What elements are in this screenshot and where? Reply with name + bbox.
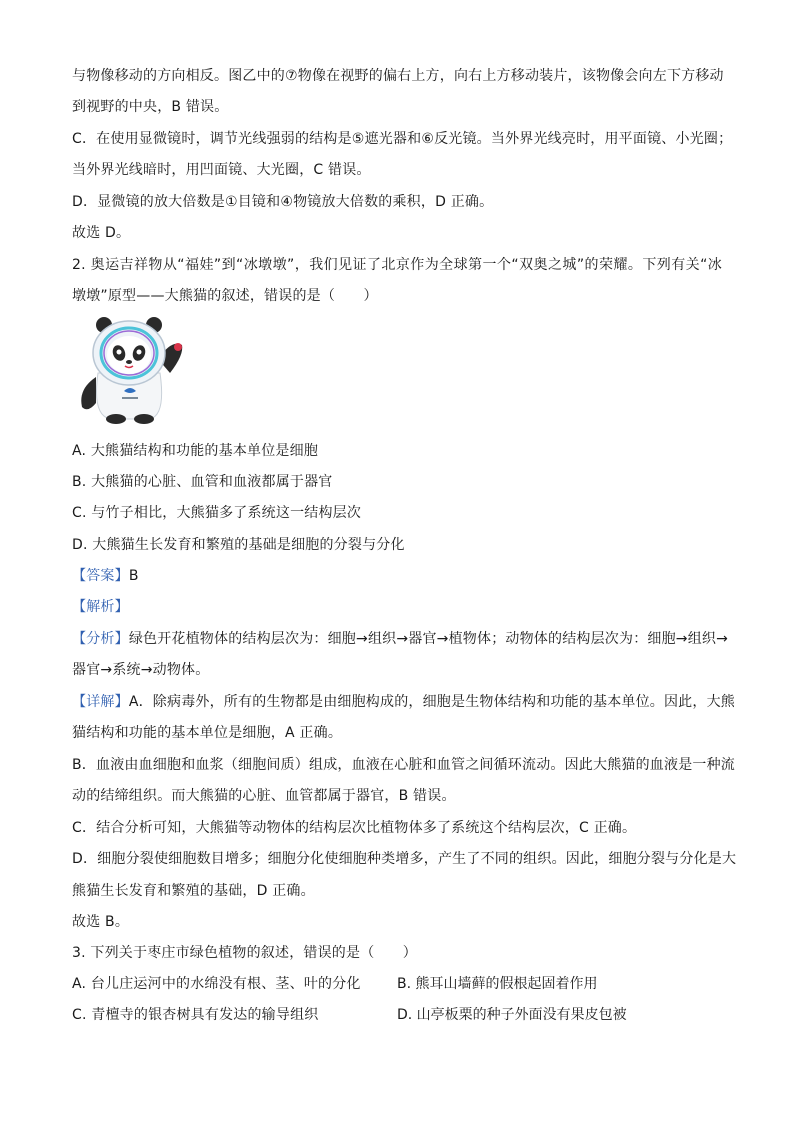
- option-c: C. 与竹子相比，大熊猫多了系统这一结构层次: [72, 505, 362, 521]
- text-line: 故选 B。: [72, 914, 130, 930]
- question-2-stem-cont: 墩墩”原型——大熊猫的叙述，错误的是（ ）: [72, 288, 378, 304]
- text-line: 熊猫生长发育和繁殖的基础，D 正确。: [72, 883, 315, 899]
- text-line: 动的结缔组织。而大熊猫的心脏、血管都属于器官，B 错误。: [72, 788, 456, 804]
- option-d: D. 山亭板栗的种子外面没有果皮包被: [397, 1007, 627, 1023]
- text-line: 故选 D。: [72, 225, 131, 241]
- jiexi-tag: 【解析】: [72, 599, 129, 615]
- question-3-stem: 3. 下列关于枣庄市绿色植物的叙述，错误的是（ ）: [72, 945, 418, 961]
- answer-tag: 【答案】: [72, 568, 129, 584]
- xiangjie-text: A．除病毒外，所有的生物都是由细胞构成的，细胞是生物体结构和功能的基本单位。因此，大熊: [128, 694, 735, 710]
- fenxi-text: 绿色开花植物体的结构层次为：细胞→组织→器官→植物体；动物体的结构层次为：细胞→组织→: [128, 631, 729, 647]
- option-b: B. 熊耳山墙藓的假根起固着作用: [397, 976, 598, 992]
- text-line: C．结合分析可知，大熊猫等动物体的结构层次比植物体多了系统这个结构层次，C 正确。: [72, 820, 637, 836]
- analysis-heading: [72, 597, 129, 617]
- xiangjie-tag: 【详解】: [72, 694, 129, 710]
- option-d: D. 大熊猫生长发育和繁殖的基础是细胞的分裂与分化: [72, 537, 405, 553]
- text-line: 到视野的中央，B 错误。: [72, 99, 229, 115]
- option-c: C. 青檀寺的银杏树具有发达的输导组织: [72, 1007, 319, 1023]
- xiangjie-line: [72, 692, 735, 712]
- text-line: D．显微镜的放大倍数是①目镜和④物镜放大倍数的乘积，D 正确。: [72, 194, 494, 210]
- text-line: D．细胞分裂使细胞数目增多；细胞分化使细胞种类增多，产生了不同的组织。因此，细胞分裂与分化是大: [72, 851, 737, 867]
- text-line: C．在使用显微镜时，调节光线强弱的结构是⑤遮光器和⑥反光镜。当外界光线亮时，用平面镜、小光圈；: [72, 131, 733, 147]
- text-line: 器官→系统→动物体。: [72, 662, 210, 678]
- text-line: 与物像移动的方向相反。图乙中的⑦物像在视野的偏右上方，向右上方移动装片，该物像会向左下方移动: [72, 68, 724, 84]
- fenxi-tag: 【分析】: [72, 631, 129, 647]
- question-2-stem: 2. 奥运吉祥物从“福娃”到“冰墩墩”，我们见证了北京作为全球第一个“双奥之城”的荣耀。下列有关“冰: [72, 257, 722, 273]
- text-line: 当外界光线暗时，用凹面镜、大光圈，C 错误。: [72, 162, 371, 178]
- answer-value: B: [128, 568, 139, 584]
- bing-dwen-dwen-image: [70, 315, 190, 425]
- option-a: A. 大熊猫结构和功能的基本单位是细胞: [72, 443, 319, 459]
- fenxi-line: [72, 629, 729, 649]
- option-a: A. 台儿庄运河中的水绵没有根、茎、叶的分化: [72, 976, 361, 992]
- option-b: B. 大熊猫的心脏、血管和血液都属于器官: [72, 474, 333, 490]
- answer-line: [72, 566, 139, 586]
- text-line: B．血液由血细胞和血浆（细胞间质）组成，血液在心脏和血管之间循环流动。因此大熊猫的血液是一种流: [72, 757, 736, 773]
- text-line: 猫结构和功能的基本单位是细胞，A 正确。: [72, 725, 343, 741]
